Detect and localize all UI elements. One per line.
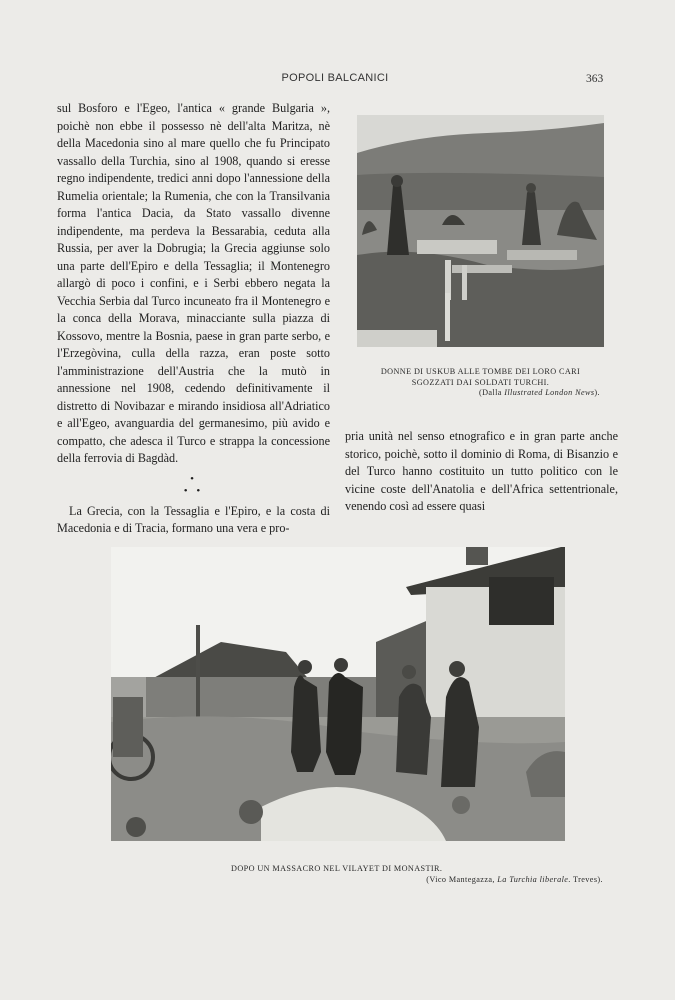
running-title: POPOLI BALCANICI (281, 72, 389, 84)
caption-bottom-source-prefix: (Vico Mantegazza, (426, 874, 495, 884)
section-separator (57, 473, 330, 497)
left-paragraph-2: La Grecia, con la Tessaglia e l'Epiro, e la costa di Macedonia e di Tracia, formano una vera e pro- (57, 503, 330, 535)
caption-top-source-suffix: ). (594, 388, 600, 397)
caption-bottom-line1: DOPO UN MASSACRO NEL VILAYET DI MONASTIR. (231, 864, 443, 873)
photo-women-at-graves (357, 115, 604, 347)
photo-massacre-monastir (111, 547, 565, 841)
left-paragraph-1: sul Bosforo e l'Egeo, l'antica « grande Bulgaria », poichè non ebbe il possesso nè dell'alta Maritza, nè della Macedonia sino al mare quello che fu Principato vassallo della Turchia, sino al 1908, quando si eresse regno indipendente, tredici anni dopo l'annessione della Rumelia orientale; la Rumenia, che con la Transilvania forma l'antica Dacia, da Stato vassallo divenne indipendente, ma perdeva la Bessarabia, ceduta alla Russia, per aver la Dobrugia; la Grecia aggiunse solo una parte dell'Epiro e della Tessaglia; il Montenegro allargò di poco i confini, e i Serbi ebbero negata la Vecchia Serbia dal Turco incuneato fra il Montenegro e la conca della Morava, minacciante sulla piazza di Kossovo, mentre la Bosnia, paese in gran parte serbo, e l'Erzegòvina, culla della razza, eran poste sotto l'amministrazione dell'Austria che la mutò in annessione nel 1908, cedendo definitivamente il distretto di Novibazar e mirando insidiosa all'Adriatico e all'Egeo, avanguardia del germanesimo, più avido e compatto, che adesca il Turco e strappa la concessione della ferrovia di Bagdàd. (57, 101, 330, 465)
photo-massacre-monastir-image (111, 547, 565, 841)
right-column (345, 428, 618, 516)
caption-bottom (111, 864, 603, 885)
left-column (57, 100, 330, 538)
caption-bottom-source-suffix: . Treves). (568, 874, 603, 884)
right-paragraph: pria unità nel senso etnografico e in gran parte anche storico, poichè, sotto il dominio di Roma, di Bisanzio e del Turco hanno costituito un tutto politico con le vicine coste dell'Anatolia e dell'Africa settentrionale, venendo così ad essere quasi (345, 429, 618, 513)
caption-top-line1: DONNE DI USKUB ALLE TOMBE DEI LORO CARI (380, 367, 581, 376)
caption-top-source (357, 388, 604, 399)
caption-top-line2: SGOZZATI DAI SOLDATI TURCHI. (411, 377, 550, 387)
caption-bottom-source-title: La Turchia liberale (497, 874, 569, 884)
photo-women-at-graves-image (357, 115, 604, 347)
separator-dot-top: • (190, 472, 197, 485)
caption-top (357, 367, 604, 399)
running-head (0, 72, 675, 90)
caption-top-source-title: Illustrated London News (504, 388, 595, 397)
caption-bottom-source (111, 875, 603, 886)
caption-top-source-prefix: (Dalla (478, 388, 502, 397)
separator-dots-bottom: • • (183, 484, 204, 497)
page-number: 363 (586, 73, 604, 85)
